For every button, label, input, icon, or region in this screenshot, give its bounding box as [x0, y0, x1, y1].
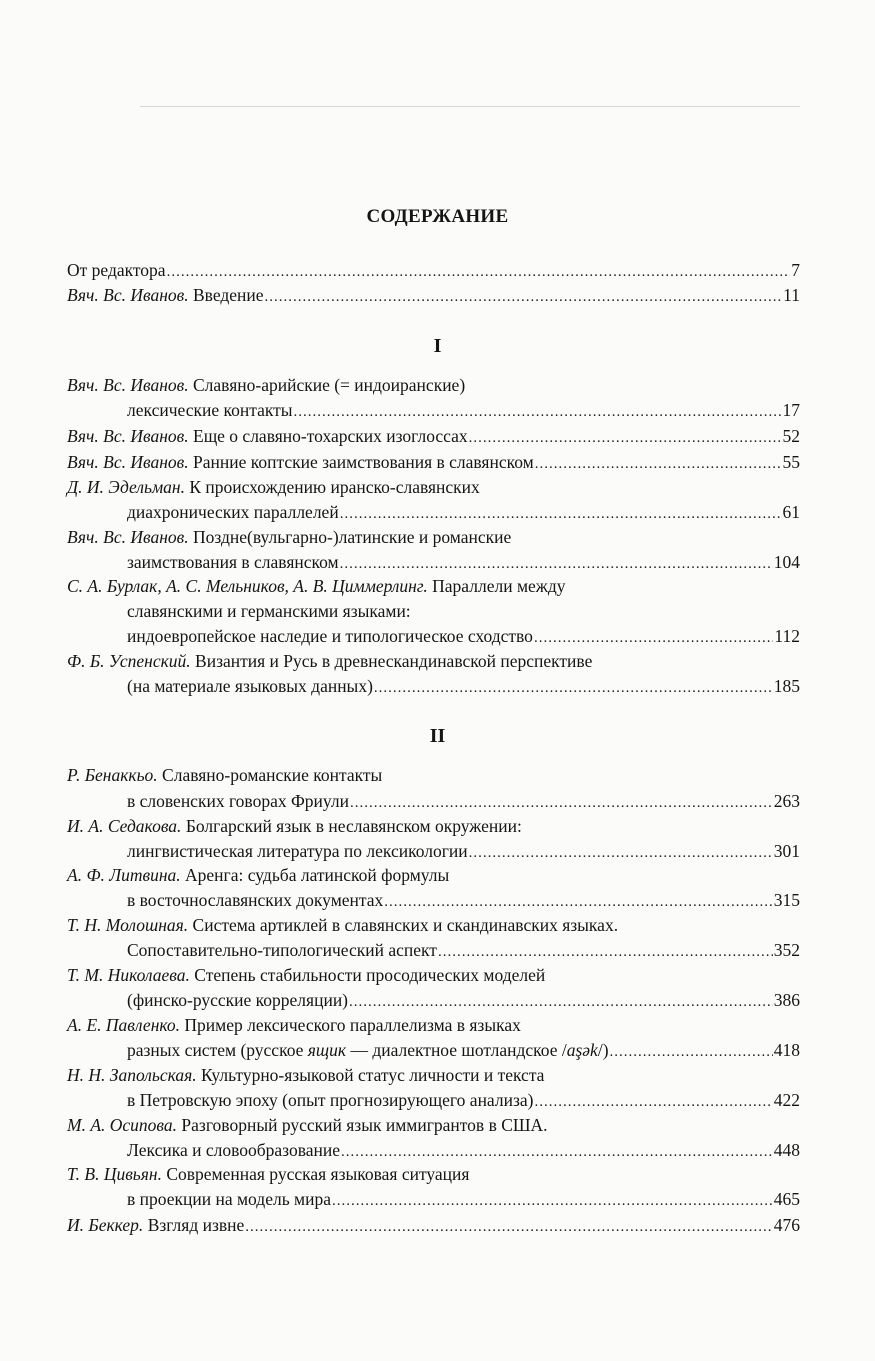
- toc-entry-continuation: [127, 839, 800, 863]
- entry-title: разных систем (русское: [127, 1040, 308, 1060]
- entry-title: (финско-русские корреляции): [127, 990, 349, 1010]
- entry-title: Сопоставительно-типологический аспект: [127, 940, 437, 960]
- entry-title: Лексика и словообразование: [127, 1140, 341, 1160]
- entry-title: Еще о славяно-тохарских изоглоссах: [193, 426, 468, 446]
- entry-title: Разговорный русский язык иммигрантов в США.: [181, 1115, 548, 1135]
- page-number: 185: [773, 676, 800, 696]
- dot-leader: [294, 400, 782, 424]
- entry-title: Пример лексического параллелизма в языках: [184, 1015, 521, 1035]
- entry-title: в словенских говорах Фриули: [127, 791, 349, 811]
- toc-entry-continuation: [127, 674, 800, 698]
- toc-entry-continuation: [127, 398, 800, 422]
- entry-title: (на материале языковых данных): [127, 676, 373, 696]
- bleed-through-rule: [140, 106, 800, 107]
- entry-author: А. Е. Павленко.: [67, 1015, 181, 1035]
- toc-entry: [67, 963, 800, 987]
- dot-leader: [340, 502, 782, 526]
- entry-title: — диалектное шотландское /: [346, 1040, 567, 1060]
- entry-title: лингвистическая литература по лексикологии: [127, 841, 468, 861]
- page-number: 352: [773, 940, 800, 960]
- toc-entry: [67, 863, 800, 887]
- toc-entry: [67, 1063, 800, 1087]
- part-heading: I: [433, 335, 442, 357]
- page-number: 55: [782, 452, 800, 472]
- entry-title: Византия и Русь в древнескандинавской перспективе: [195, 651, 593, 671]
- entry-title: Аренга: судьба латинской формулы: [185, 865, 450, 885]
- toc-entry: [67, 373, 800, 397]
- entry-author: Н. Н. Запольская.: [67, 1065, 197, 1085]
- toc-entry: [67, 525, 800, 549]
- toc-entry: [67, 1213, 800, 1237]
- toc-entry-continuation: [127, 500, 800, 524]
- entry-title: славянскими и германскими языками:: [127, 601, 411, 621]
- entry-author: А. Ф. Литвина.: [67, 865, 181, 885]
- toc-entry-continuation: [127, 550, 800, 574]
- entry-title-italic: aşək: [566, 1040, 598, 1060]
- entry-title: Поздне(вульгарно-)латинские и романские: [193, 527, 512, 547]
- entry-title: К происхождению иранско-славянских: [189, 477, 480, 497]
- dot-leader: [265, 285, 783, 309]
- toc-entry: [67, 913, 800, 937]
- entry-author: Ф. Б. Успенский.: [67, 651, 191, 671]
- entry-title: в Петровскую эпоху (опыт прогнозирующего анализа): [127, 1090, 534, 1110]
- toc-entry-continuation: [127, 888, 800, 912]
- toc-entry-continuation: [127, 1088, 800, 1112]
- entry-title: От редактора: [67, 260, 166, 280]
- toc-entry: [67, 1162, 800, 1186]
- dot-leader: [438, 940, 773, 964]
- page-number: 104: [773, 552, 800, 572]
- toc-entry: [67, 763, 800, 787]
- entry-title: Славяно-романские контакты: [162, 765, 383, 785]
- dot-leader: [535, 452, 782, 476]
- toc-entry-continuation: [127, 988, 800, 1012]
- dot-leader: [469, 841, 773, 865]
- entry-title: Параллели между: [432, 576, 566, 596]
- entry-title: в проекции на модель мира: [127, 1189, 332, 1209]
- dot-leader: [245, 1215, 772, 1239]
- dot-leader: [534, 626, 773, 650]
- toc-entry-continuation: [127, 938, 800, 962]
- entry-title: Введение: [193, 285, 264, 305]
- toc-entry: [67, 475, 800, 499]
- entry-author: Т. М. Николаева.: [67, 965, 190, 985]
- toc-entry: [67, 258, 800, 282]
- page-number: 418: [773, 1040, 800, 1060]
- entry-title: лексические контакты: [127, 400, 293, 420]
- entry-title-italic: ящик: [307, 1040, 347, 1060]
- page-number: 17: [782, 400, 800, 420]
- toc-entry: [67, 1013, 800, 1037]
- page-number: 476: [773, 1215, 800, 1235]
- page-title: СОДЕРЖАНИЕ: [366, 206, 509, 227]
- part-heading: II: [429, 725, 446, 747]
- dot-leader: [167, 260, 791, 284]
- toc-entry: [67, 283, 800, 307]
- entry-title: в восточнославянских документах: [127, 890, 384, 910]
- entry-title: Современная русская языковая ситуация: [166, 1164, 470, 1184]
- page-number: 7: [791, 260, 800, 280]
- page-number: 11: [783, 285, 800, 305]
- dot-leader: [610, 1040, 773, 1064]
- entry-title: Славяно-арийские (= индоиранские): [193, 375, 466, 395]
- dot-leader: [384, 890, 772, 914]
- toc-entry: [67, 574, 800, 598]
- page-number: 315: [773, 890, 800, 910]
- entry-title: Ранние коптские заимствования в славянском: [193, 452, 534, 472]
- entry-author: Т. Н. Молошная.: [67, 915, 189, 935]
- page-number: 263: [773, 791, 800, 811]
- entry-author: Вяч. Вс. Иванов.: [67, 426, 189, 446]
- page-number: 112: [774, 626, 800, 646]
- entry-author: Вяч. Вс. Иванов.: [67, 285, 189, 305]
- dot-leader: [469, 426, 782, 450]
- entry-title: индоевропейское наследие и типологическое сходство: [127, 626, 533, 646]
- toc-entry-continuation: [127, 1038, 800, 1062]
- dot-leader: [340, 552, 773, 576]
- toc-entry: [67, 424, 800, 448]
- toc-entry: [67, 450, 800, 474]
- entry-author: Т. В. Цивьян.: [67, 1164, 162, 1184]
- toc-entry-continuation: [127, 789, 800, 813]
- entry-title: Взгляд извне: [147, 1215, 245, 1235]
- dot-leader: [349, 990, 773, 1014]
- dot-leader: [350, 791, 773, 815]
- entry-title: Болгарский язык в неславянском окружении:: [185, 816, 522, 836]
- entry-author: Р. Бенаккьо.: [67, 765, 158, 785]
- entry-title: Система артиклей в славянских и скандинавских языках.: [192, 915, 619, 935]
- entry-author: Вяч. Вс. Иванов.: [67, 527, 189, 547]
- entry-title: диахронических параллелей: [127, 502, 339, 522]
- toc-entry: [67, 649, 800, 673]
- entry-author: М. А. Осипова.: [67, 1115, 178, 1135]
- page-number: 386: [773, 990, 800, 1010]
- entry-author: Д. И. Эдельман.: [67, 477, 185, 497]
- page-number: 61: [782, 502, 800, 522]
- toc-entry-continuation: [127, 1138, 800, 1162]
- entry-author: Вяч. Вс. Иванов.: [67, 452, 189, 472]
- page-number: 301: [773, 841, 800, 861]
- entry-author: С. А. Бурлак, А. С. Мельников, А. В. Циммерлинг.: [67, 576, 428, 596]
- dot-leader: [374, 676, 773, 700]
- page-number: 465: [773, 1189, 800, 1209]
- entry-title: Культурно-языковой статус личности и текста: [201, 1065, 545, 1085]
- page-number: 448: [773, 1140, 800, 1160]
- entry-author: Вяч. Вс. Иванов.: [67, 375, 189, 395]
- entry-author: И. А. Седакова.: [67, 816, 182, 836]
- entry-title: /): [597, 1040, 609, 1060]
- page-number: 422: [773, 1090, 800, 1110]
- dot-leader: [332, 1189, 773, 1213]
- entry-author: И. Беккер.: [67, 1215, 144, 1235]
- entry-title: Степень стабильности просодических моделей: [194, 965, 546, 985]
- toc-entry: [67, 1113, 800, 1137]
- page-number: 52: [782, 426, 800, 446]
- toc-entry: [67, 814, 800, 838]
- toc-entry-continuation: [127, 624, 800, 648]
- dot-leader: [534, 1090, 772, 1114]
- entry-title: заимствования в славянском: [127, 552, 339, 572]
- dot-leader: [341, 1140, 773, 1164]
- toc-entry-continuation: [127, 599, 800, 623]
- toc-entry-continuation: [127, 1187, 800, 1211]
